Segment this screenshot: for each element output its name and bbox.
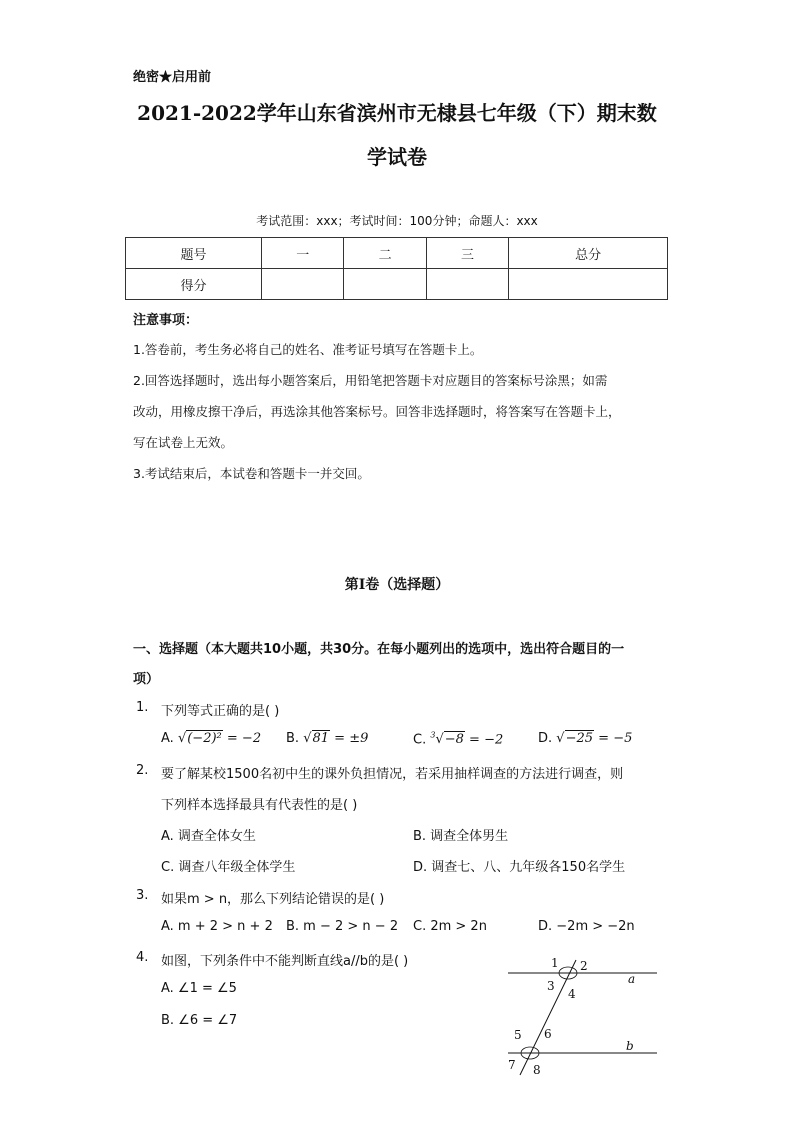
score-input-cell bbox=[426, 269, 508, 300]
score-table-score-row bbox=[126, 269, 668, 300]
angle-label: 6 bbox=[544, 1027, 552, 1041]
score-cell: 三 bbox=[426, 238, 508, 269]
note-2-line2: 改动，用橡皮擦干净后，再选涂其他答案标号。回答非选择题时，将答案写在答题卡上， bbox=[133, 404, 621, 419]
score-cell: 总分 bbox=[509, 238, 668, 269]
q1-number: 1. bbox=[136, 700, 149, 715]
notes-heading: 注意事项： bbox=[133, 313, 199, 328]
confidential-mark: 绝密★启用前 bbox=[133, 70, 212, 85]
transversal-line bbox=[520, 960, 576, 1075]
q2-option-c: C. 调查八年级全体学生 bbox=[161, 860, 296, 875]
score-table bbox=[125, 237, 668, 300]
angle-label: 4 bbox=[568, 987, 576, 1001]
q3-text: 如果m > n，那么下列结论错误的是( ) bbox=[161, 892, 385, 907]
q2-number: 2. bbox=[136, 763, 149, 778]
line-label: b bbox=[626, 1039, 634, 1053]
angle-label: 8 bbox=[533, 1063, 541, 1077]
score-table-header-row bbox=[126, 238, 668, 269]
note-2-line3: 写在试卷上无效。 bbox=[133, 435, 234, 450]
part-heading-line1: 一、选择题（本大题共10小题，共30分。在每小题列出的选项中，选出符合题目的一 bbox=[133, 642, 625, 657]
angle-label: 7 bbox=[508, 1058, 516, 1072]
q2-option-a: A. 调查全体女生 bbox=[161, 829, 256, 844]
angle-label: 2 bbox=[580, 959, 588, 973]
score-cell: 二 bbox=[344, 238, 426, 269]
note-2-line1: 2.回答选择题时，选出每小题答案后，用铅笔把答题卡对应题目的答案标号涂黑；如需 bbox=[133, 373, 608, 388]
q1-option-a: A. √(−2)² = −2 bbox=[161, 731, 262, 746]
q1-option-c: C. $^3$√−8 = −2 bbox=[413, 731, 504, 748]
q4-option-b: B. ∠6 = ∠7 bbox=[161, 1013, 238, 1028]
note-3: 3.考试结束后，本试卷和答题卡一并交回。 bbox=[133, 466, 370, 481]
q1-option-d: D. √−25 = −5 bbox=[538, 731, 633, 746]
q2-text-line1: 要了解某校1500名初中生的课外负担情况，若采用抽样调查的方法进行调查，则 bbox=[161, 767, 624, 782]
exam-title-line2: 学试卷 bbox=[367, 145, 427, 169]
q3-option-a: A. m + 2 > n + 2 bbox=[161, 919, 273, 934]
angle-label: 3 bbox=[547, 979, 555, 993]
parallel-lines-figure bbox=[500, 950, 665, 1080]
q2-option-b: B. 调查全体男生 bbox=[413, 829, 509, 844]
part-heading-line2: 项） bbox=[133, 672, 160, 687]
q3-number: 3. bbox=[136, 888, 149, 903]
note-1: 1.答卷前，考生务必将自己的姓名、准考证号填写在答题卡上。 bbox=[133, 342, 483, 357]
q4-text: 如图，下列条件中不能判断直线a//b的是( ) bbox=[161, 954, 409, 969]
score-input-cell bbox=[509, 269, 668, 300]
q1-text: 下列等式正确的是( ) bbox=[161, 704, 280, 719]
exam-title-line1: 2021-2022学年山东省滨州市无棣县七年级（下）期末数 bbox=[137, 101, 657, 125]
q3-option-b: B. m − 2 > n − 2 bbox=[286, 919, 399, 934]
q2-option-d: D. 调查七、八、九年级各150名学生 bbox=[413, 860, 626, 875]
score-cell: 一 bbox=[262, 238, 344, 269]
q4-number: 4. bbox=[136, 950, 149, 965]
score-cell: 题号 bbox=[126, 238, 262, 269]
score-cell: 得分 bbox=[126, 269, 262, 300]
q2-text-line2: 下列样本选择最具有代表性的是( ) bbox=[161, 798, 358, 813]
q1-option-b: B. √81 = ±9 bbox=[286, 731, 369, 746]
angle-label: 5 bbox=[514, 1028, 522, 1042]
q4-option-a: A. ∠1 = ∠5 bbox=[161, 981, 237, 996]
exam-info: 考试范围：xxx；考试时间：100分钟；命题人：xxx bbox=[256, 214, 538, 228]
q3-option-c: C. 2m > 2n bbox=[413, 919, 487, 934]
line-label: a bbox=[628, 972, 636, 986]
part-heading bbox=[133, 635, 663, 695]
q3-option-d: D. −2m > −2n bbox=[538, 919, 635, 934]
score-input-cell bbox=[344, 269, 426, 300]
section-title: 第I卷（选择题） bbox=[344, 577, 450, 593]
angle-label: 1 bbox=[551, 956, 559, 970]
score-input-cell bbox=[262, 269, 344, 300]
